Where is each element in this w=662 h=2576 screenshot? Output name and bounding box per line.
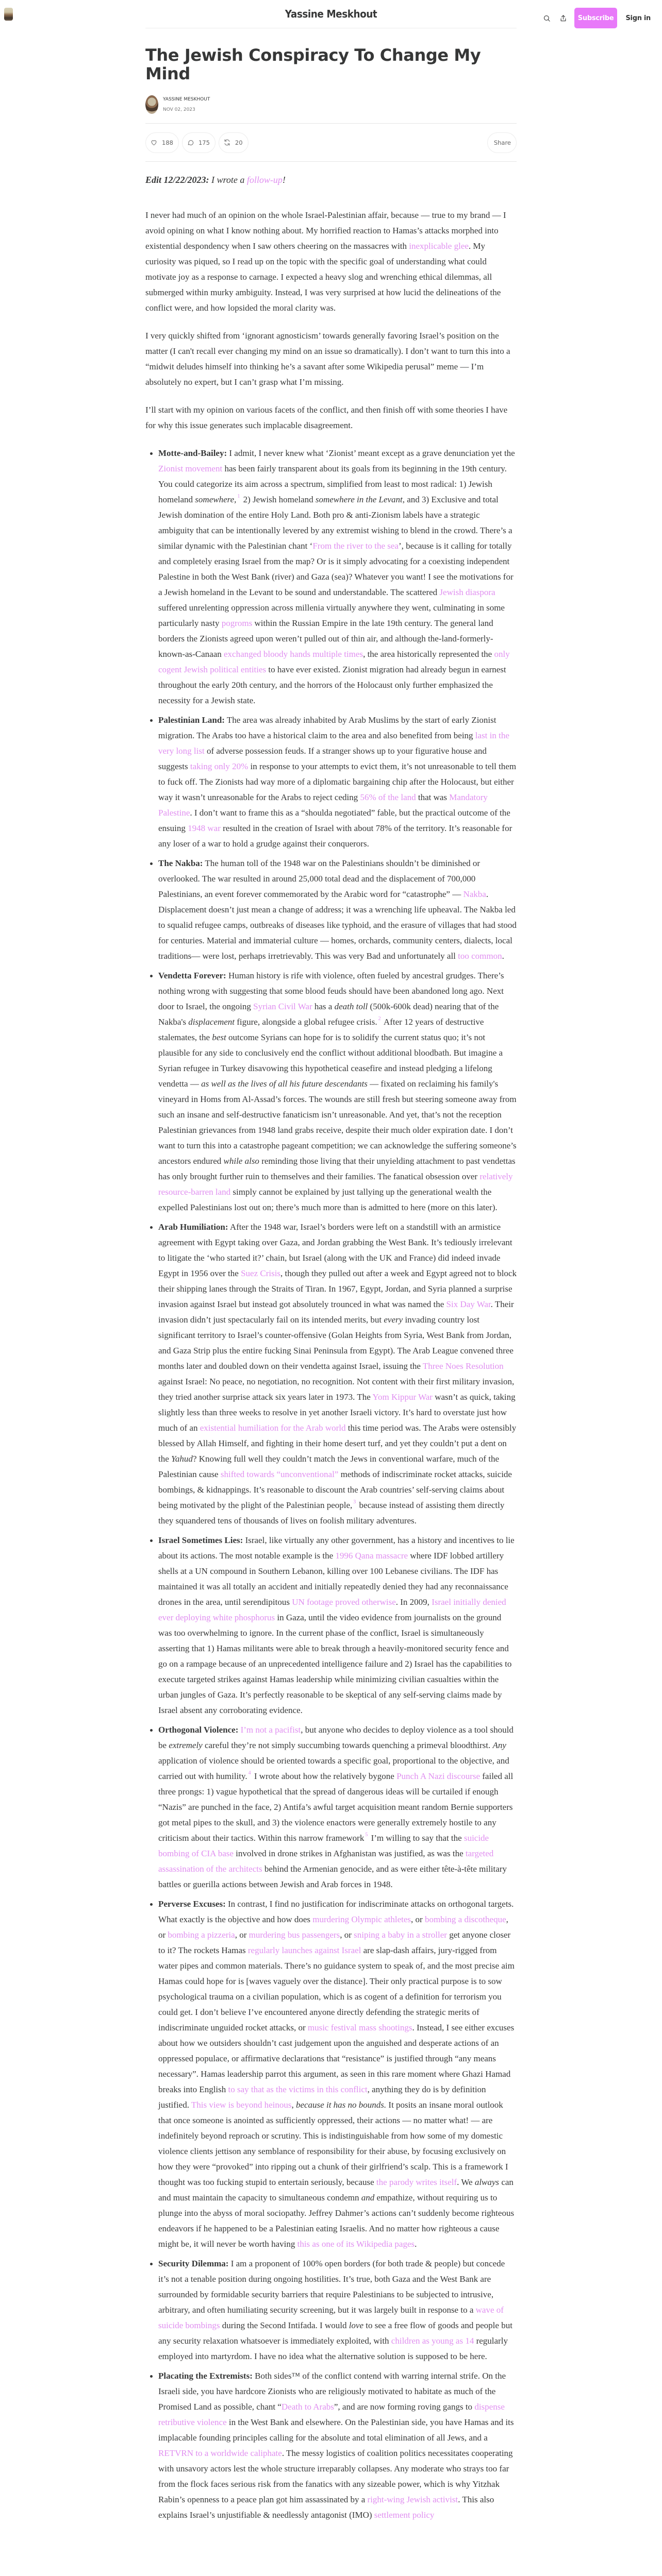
text-run: to have ever existed. Zionist migration had already begun in earnest throughout the early 20th century, and the horrors of the Holocaust only further emphasized the necessity for a Jewish state.: [158, 665, 506, 705]
text-run: , or: [340, 1930, 354, 1940]
inline-link[interactable]: right-wing Jewish activist: [367, 2495, 458, 2504]
inline-link[interactable]: relatively resource-barren land: [158, 1172, 513, 1197]
comment-icon: [187, 139, 194, 146]
italic-text: as well as the lives of all his future descendants: [201, 1079, 368, 1089]
inline-link[interactable]: Israel initially denied ever deploying white phosphorus: [158, 1597, 506, 1622]
inline-link[interactable]: music festival mass shootings: [307, 2023, 412, 2032]
share-icon[interactable]: [558, 12, 569, 24]
inline-link[interactable]: Three Noes Resolution: [422, 1361, 504, 1371]
bold-text: Arab Humiliation:: [158, 1222, 228, 1232]
inline-link[interactable]: too common: [458, 951, 502, 961]
bold-text: Motte-and-Bailey:: [158, 448, 227, 458]
text-run: careful they’re not simply succumbing towards quenching a primeval bloodthirst.: [202, 1740, 493, 1750]
bold-text: Perverse Excuses:: [158, 1899, 226, 1909]
text-run: that was: [416, 792, 450, 802]
list-item: [158, 1722, 517, 1892]
bold-text: Orthogonal Violence:: [158, 1725, 239, 1735]
bold-text: The Nakba:: [158, 858, 203, 868]
post-date: NOV 02, 2023: [163, 107, 195, 112]
share-button[interactable]: Share: [487, 132, 517, 153]
italic-text: Any: [492, 1740, 506, 1750]
text-run: ? Knowing full well they couldn’t match the Jews in conventional warfare, much of the Palestinian cause: [158, 1454, 499, 1479]
inline-link[interactable]: Six Day War: [446, 1299, 491, 1309]
inline-link[interactable]: Zionist movement: [158, 464, 223, 473]
inline-link[interactable]: bombing a discotheque: [424, 1914, 506, 1924]
text-run: within the Russian Empire in the late 19th century. The general land borders the Zionists agreed upon weren’t pulled out of thin air, and although the-land-formerly-known-as-Canaan: [158, 618, 493, 659]
text-run: , the area historically represented the: [363, 649, 494, 659]
inline-link[interactable]: to say that as the victims in this conflict: [228, 2084, 368, 2094]
text-run: regularly employed into martyrdom. I have no idea what the alternative solution is supposed to be here.: [158, 2336, 508, 2361]
text-run: involved in drone strikes in Afghanistan was justified, as was the: [233, 1849, 466, 1858]
paragraph: [145, 208, 517, 316]
text-run: The human toll of the 1948 war on the Palestinians shouldn’t be diminished or overlooked. The war resulted in around 25,000 total dead and the displacement of 700,000 Palestinians, an event forever commemorated by the Arabic word for “catastrophe” —: [158, 858, 481, 899]
italic-text: always: [474, 2177, 500, 2187]
inline-link[interactable]: dispense retributive violence: [158, 2402, 505, 2427]
italic-text: somewhere,: [195, 495, 237, 504]
inline-link[interactable]: Punch A Nazi discourse: [396, 1771, 481, 1781]
comment-count: 175: [198, 139, 210, 146]
inline-link[interactable]: only cogent Jewish political entities: [158, 649, 510, 674]
text-run: , or: [158, 1914, 508, 1940]
italic-text: extremely: [169, 1740, 203, 1750]
inline-link[interactable]: Mandatory Palestine: [158, 792, 488, 818]
inline-link[interactable]: settlement policy: [374, 2510, 435, 2520]
italic-text: every: [384, 1315, 403, 1325]
inline-link[interactable]: existential humiliation for the Arab world: [200, 1423, 346, 1433]
inline-link[interactable]: this as one of its Wikipedia pages: [297, 2239, 415, 2249]
text-run: empathize, without requiring us to plunge into the abyss of moral sociopathy. Jeffrey Dahmer’s actions can’t suddenly become righteous endeavors if he happened to be a Palestinian eating Israelis. And no matter how righteous a cause might be, it will never be worth having: [158, 2193, 515, 2249]
text-run: (500k-600k dead) nearing that of the Nakba's: [158, 1002, 499, 1027]
footnote-ref[interactable]: 3: [353, 1499, 356, 1505]
nav-actions: [541, 8, 653, 28]
top-nav: [0, 0, 662, 28]
engagement-bar: [145, 124, 517, 161]
text-run: resulted in the creation of Israel with about 78% of the territory. It’s reasonable for any loser of a war to hold a grudge against their conquerors.: [158, 823, 512, 849]
divider: [145, 161, 517, 162]
text-run: of adverse possession feuds. If a stranger shows up to your figurative house and suggests: [158, 746, 487, 771]
text-run: failed all three prongs: 1) vague hypothetical that the spread of dangerous ideas will be curtailed if enough “Nazis” are punched in the face, 2) Antifa’s awful target acquisition meant random Bernie supporters got metal pipes to the skull, and 3) the violence enactors were generally extremely hostile to any criticism about their tactics. Within this narrow framework: [158, 1771, 514, 1843]
post-body: [145, 172, 517, 2523]
inline-link[interactable]: the parody writes itself: [376, 2177, 457, 2187]
text-run: !: [282, 175, 286, 185]
text-run: ’, because is it calling for totally and completely erasing Israel from the map? Or is it simply advocating for a coexisting independent Palestine in both the West Bank (river) and Gaza (sea)? Whatever you want! I see the motivations for a Jewish homeland in the Levant to be sound and understandable. The scattered: [158, 541, 514, 597]
comments-button[interactable]: [182, 132, 216, 153]
text-run: during the Second Intifada. I would: [220, 2320, 349, 2330]
text-run: . Instead, I see either excuses about how we outsiders shouldn’t cast judgement upon the anguished and desperate actions of an oppressed populace, or affirmative declarations that “resistance” is justified through “any means necessary”. Hamas leadership parrot this argument, as seen in this rare moment where Ghazi Hamad breaks into English: [158, 2023, 515, 2094]
text-run: I admit, I never knew what ‘Zionist’ meant except as a grave denunciation yet the: [227, 448, 515, 458]
italic-text: death toll: [334, 1002, 368, 1011]
footnote-ref[interactable]: 5: [365, 1832, 368, 1838]
text-run: 2) Jewish homeland: [241, 495, 316, 504]
post-title: The Jewish Conspiracy To Change My Mind: [145, 45, 481, 83]
paragraph: [145, 328, 517, 390]
inline-link[interactable]: shifted towards “unconventional”: [220, 1469, 339, 1479]
text-run: get anyone closer to it? The rockets Hamas: [158, 1930, 511, 1955]
list-item: [158, 2368, 517, 2523]
text-run: outcome Syrians can hope for is to solidify the current status quo; it’s not plausible for any side to conclusively end the conflict without additional bloodbath. But imagine a Syrian refugee in Turkey disavowing this hypothetical ceasefire and instead pledging a lifelong vendetta —: [158, 1032, 503, 1089]
text-run: . We: [457, 2177, 475, 2187]
text-run: application of violence should be oriented towards a specific goal, proportional to the objective, and carried out with humility.: [158, 1756, 509, 1781]
inline-link[interactable]: This view is beyond heinous: [191, 2100, 292, 2110]
text-run: to see a free flow of goods and people but any security relaxation whatsoever is immediately exploited, with: [158, 2320, 512, 2346]
inline-link[interactable]: last in the very long list: [158, 731, 509, 756]
restack-button[interactable]: [219, 132, 249, 153]
text-run: in Gaza, until the video evidence from journalists on the ground was too overwhelming to ignore. In the current phase of the conflict, Israel is simultaneously asserting that 1) Hamas militants were able to break through a heavily-monitored security fence and go on a rampage because of an unprecedented intelligence failure and 2) Israel has the capabilities to execute targeted strikes against Hamas leadership while minimizing civilian casualties within the urban jungles of Gaza. It’s perfectly reasonable to be skeptical of any self-serving claims made by Israel absent any corroborating evidence.: [158, 1613, 512, 1715]
text-run: .: [502, 951, 504, 961]
inline-link[interactable]: taking only 20%: [190, 761, 249, 771]
text-run: Human history is rife with violence, often fueled by ancestral grudges. There’s nothing wrong with suggesting that some blood feuds should have been abandoned long ago. Next door to Israel, the ongoing: [158, 971, 504, 1011]
italic-text: while also: [223, 1156, 259, 1166]
inline-link[interactable]: Jewish diaspora: [439, 587, 495, 597]
heart-icon: [150, 139, 158, 146]
bold-text: Palestinian Land:: [158, 715, 225, 725]
inline-link[interactable]: I’m not a pacifist: [240, 1725, 301, 1735]
text-run: . This also explains Israel’s unjustifiable & needlessly antagonist (IMO): [158, 2495, 494, 2520]
restack-count: 20: [235, 139, 243, 146]
inline-link[interactable]: sniping a baby in a stroller: [354, 1930, 447, 1940]
inline-link[interactable]: exchanged bloody hands multiple times: [224, 649, 363, 659]
text-run: has been fairly transparent about its goals from its beginning in the 19th century. You could categorize its aim across a spectrum, simplified from least to most radical: 1) Jewish homeland: [158, 464, 507, 504]
italic-text: love: [349, 2320, 364, 2330]
text-run: simply cannot be explained by just tallying up the generational wealth the expelled Palestinians lost out on; there’s much more than is admitted to here (more on this later).: [158, 1187, 498, 1212]
bold-text: Israel Sometimes Lies:: [158, 1535, 243, 1545]
text-run: . I don’t want to frame this as a “shoulda negotiated” fable, but the practical outcome of the ensuing: [158, 808, 510, 833]
inline-link[interactable]: pogroms: [221, 618, 253, 628]
publication-logo[interactable]: [4, 8, 13, 21]
text-run: I’ll start with my opinion on various facets of the conflict, and then finish off with some theories I have for why this issue generates such implacable disagreement.: [145, 405, 508, 430]
text-run: invading country lost significant territory to Israel’s counter-offensive (Golan Heights from Syria, West Bank from Jordan, and Gaza Strip plus the entire fucking Sinai Peninsula from Egypt). The Arab League convened three months later and doubled down on their vendetta against Israel, issuing the: [158, 1315, 514, 1371]
text-run: , though they pulled out after a week and Egypt agreed not to block their shipping lanes through the Straits of Tiran. In 1967, Egypt, Jordan, and Syria planned a surprise invasion against Israel but instead got absolutely trounced in what was named the: [158, 1268, 517, 1309]
article: [145, 28, 517, 2523]
text-run: because instead of assisting them directly they squandered tens of thousands of lives on foolish military adventures.: [158, 1500, 505, 1526]
text-run: reminding those living that their unyielding attachment to past vendettas has only brought further ruin to themselves and their families. The fanatical obsession over: [158, 1156, 516, 1181]
text-run: ,: [291, 2100, 296, 2110]
text-run: methods of indiscriminate rocket attacks, suicide bombings, & kidnappings. It’s reasonable to discount the Arab countries’ self-serving claims about being motivated by the plight of the Palestinian people,: [158, 1469, 512, 1510]
italic-text: Yahud: [171, 1454, 193, 1464]
byline: [145, 95, 517, 114]
paragraph: [145, 402, 517, 433]
inline-link[interactable]: follow-up: [246, 175, 283, 185]
author-name[interactable]: YASSINE MESKHOUT: [163, 97, 210, 102]
text-run: in the West Bank and elsewhere. On the Palestinian side, you have Hamas and its implacable founding principles calling for the absolute and total elimination of all Jews, and a: [158, 2417, 514, 2443]
restack-icon: [223, 139, 231, 146]
publication-title[interactable]: Yassine Meskhout: [285, 8, 377, 20]
text-run: suffered unrelenting oppression across millenia virtually anywhere they went, culminating in some particularly nasty: [158, 603, 505, 628]
list-item: [158, 1219, 517, 1529]
like-count: 188: [162, 139, 173, 146]
inline-link[interactable]: Nakba: [463, 889, 486, 899]
text-run: in response to your attempts to evict them, it’s not unreasonable to tell them to fuck off. The Zionists had way more of a diplomatic bargaining chip after the Holocaust, but either way it wasn’t unreasonable for the Arabs to reject ceding: [158, 761, 517, 802]
facets-list: [145, 446, 517, 2523]
sign-in-link[interactable]: Sign in: [625, 14, 651, 22]
inline-link[interactable]: bombing a pizzeria: [168, 1930, 235, 1940]
list-item: [158, 1533, 517, 1718]
inline-link[interactable]: targeted assassination of the architects: [158, 1849, 494, 1874]
inline-link[interactable]: inexplicable glee: [409, 241, 469, 251]
list-item: [158, 2256, 517, 2364]
text-run: I’m willing to say that the: [369, 1833, 464, 1843]
text-run: .: [415, 2239, 417, 2249]
text-run: ”, and are now forming roving gangs to: [334, 2402, 475, 2412]
inline-link[interactable]: Yom Kippur War: [372, 1392, 433, 1402]
text-run: . In 2009,: [395, 1597, 432, 1607]
inline-link[interactable]: Death to Arabs: [281, 2402, 334, 2412]
inline-link[interactable]: wave of suicide bombings: [158, 2305, 504, 2330]
text-run: It posits an insane moral outlook that once someone is anointed as sufficiently oppressed, their actions — no matter what! — are indefinitely beyond reproach or scrutiny. This is indistinguishable from how some of my domestic violence clients jettison any semblance of responsibility for their abuse, by focusing exclusively on how they were “provoked” into ripping out a chunk of their girlfriend’s scalp. This is a framework I thought was too fucking stupid to entertain seriously, because: [158, 2100, 508, 2187]
list-item: [158, 968, 517, 1215]
text-run: wasn’t as quick, taking slightly less than three weeks to resolve in yet another Israeli victory. It’s hard to overstate just how much of an: [158, 1392, 516, 1433]
text-run: , and 3) Exclusive and total Jewish domination of the entire Holy Land. Both pro & anti-Zionism labels have a strategic ambiguity that can be intentionally levered by any extremist wishing to blend in the crowd. There’s a similar dynamic with the Palestinian chant ‘: [158, 495, 512, 551]
inline-link[interactable]: 1948 war: [188, 823, 221, 833]
inline-link[interactable]: From the river to the sea: [312, 541, 399, 551]
text-run: . My curiosity was piqued, so I read up on the topic with the specific goal of understanding what could motivate joy as a response to carnage. I expected a heavy slog and wrenching ethical dilemmas, all submerged within murky ambiguity. Instead, I was very surprised at how lucid the delineations of the conflict were, and how lopsided the moral clarity was.: [145, 241, 501, 313]
text-run: I wrote a: [209, 175, 247, 185]
italic-text: somewhere in the Levant: [315, 495, 403, 504]
search-icon[interactable]: [541, 12, 553, 24]
intro: [145, 208, 517, 433]
list-item: [158, 856, 517, 964]
italic-text: displacement: [188, 1017, 235, 1027]
text-run: After 12 years of destructive stalemates, the: [158, 1017, 484, 1042]
list-item: [158, 713, 517, 852]
inline-link[interactable]: murdering bus passengers: [249, 1930, 340, 1940]
text-run: — fixated on reclaiming his family's vineyard in Homs from Al-Assad’s forces. The wounds are still fresh but steering someone away from such an insane and self-destructive fanaticism isn’t unreasonable. And yet, that’s not the reception Palestinian grievances from 1948 land grabs receive, despite their much older expiration date. I don’t want to turn this into a catastrophe pageant competition; we can acknowledge the suffering someone’s ancestors endured: [158, 1079, 517, 1166]
text-run: , but anyone who decides to deploy violence as a tool should be: [158, 1725, 514, 1750]
inline-link[interactable]: 1996 Qana massacre: [335, 1551, 408, 1561]
text-run: In contrast, I find no justification for indiscriminate attacks on orthogonal targets. What exactly is the objective and how does: [158, 1899, 514, 1924]
author-avatar[interactable]: [145, 95, 158, 114]
text-run: Israel, like virtually any other government, has a history and incentives to lie about its actions. The most notable example is the: [158, 1535, 515, 1561]
bold-text: Security Dilemma:: [158, 2259, 229, 2268]
text-run: , anything they do is by definition justified.: [158, 2084, 486, 2110]
text-run: . The messy logistics of coalition politics necessitates cooperating with unsavory actors lest the whole structure irreparably collapses. Any moderate who strays too far from the flock faces serious risk from the fanatics with any sizeable power, which is why Yitzhak Rabin’s openness to a peace plan got him assassinated by a: [158, 2448, 513, 2504]
text-run: behind the Armenian genocide, and as were either tête-à-tête military battles or guerilla actions between Jewish and Arab forces in 1948.: [158, 1864, 507, 1889]
text-run: figure, alongside a global refugee crisis.: [235, 1017, 377, 1027]
text-run: , or: [411, 1914, 425, 1924]
text-run: The area was already inhabited by Arab Muslims by the start of early Zionist migration. The Arabs too have a historical claim to the area and also benefited from being: [158, 715, 496, 740]
edit-note: [145, 172, 517, 188]
text-run: can and must maintain the capacity to simultaneous condemn: [158, 2177, 514, 2202]
inline-link[interactable]: Syrian Civil War: [253, 1002, 312, 1011]
list-item: [158, 446, 517, 708]
text-run: I am a proponent of 100% open borders (for both trade & people) but concede it’s not a tenable position during ongoing hostilities. It’s true, both Gaza and the West Bank are surrounded by formidable security barriers that require Palestinians to be subjected to intrusive, arbitrary, and often humiliating security screening, but it was largely built in response to a: [158, 2259, 505, 2315]
bold-text: Placating the Extremists:: [158, 2371, 253, 2381]
text-run: against Israel: No peace, no negotiation, no recognition. Not content with their first military invasion, they tried another surprise attack six years later in 1973. The: [158, 1377, 515, 1402]
subscribe-button[interactable]: Subscribe: [574, 8, 618, 28]
text-run: I very quickly shifted from ‘ignorant agnosticism’ towards generally favoring Israel’s position on the matter (I can't recall ever changing my mind on an issue so dramatically). I don’t want to turn this into a “midwit deludes himself into thinking he’s a savant after some Wikipedia perusal” meme — I’m absolutely no expert, but I can’t grasp what I’m missing.: [145, 331, 510, 387]
text-run: Both sides™ of the conflict contend with warring internal strife. On the Israeli side, you have hardcore Zionists who are religiously motivated to habitate as much of the Promised Land as possible, chant “: [158, 2371, 506, 2412]
italic-text: best: [212, 1032, 226, 1042]
footnote-ref[interactable]: 4: [248, 1770, 251, 1776]
italic-text: because it has no bounds.: [295, 2100, 387, 2110]
bold-text: Edit 12/22/2023:: [145, 175, 209, 185]
italic-text: and: [361, 2193, 375, 2202]
inline-link[interactable]: suicide bombing of CIA base: [158, 1833, 489, 1858]
bold-text: Vendetta Forever:: [158, 971, 226, 980]
text-run: this time period was. The Arabs were ostensibly blessed by Allah Himself, and fighting in their home desert turf, and yet they couldn’t put a dent on the: [158, 1423, 517, 1464]
text-run: where IDF lobbed artillery shells at a UN compound in Southern Lebanon, killing over 100 Lebanese civilians. The IDF has maintained it was all totally an accident and initially repeatedly denied they had any reconnaissance drones in the area, until serendipitous: [158, 1551, 508, 1607]
inline-link[interactable]: Suez Crisis: [241, 1268, 281, 1278]
list-item: [158, 1896, 517, 2252]
text-run: After the 1948 war, Israel’s borders were left on a standstill with an armistice agreement with Egypt taking over Gaza, and Jordan grabbing the West Bank. It’s tediously irrelevant to litigate the ‘who started it?’ chain, but Israel (along with the UK and France) did indeed invade Egypt in 1956 over the: [158, 1222, 512, 1278]
inline-link[interactable]: RETVRN to a worldwide caliphate: [158, 2448, 282, 2458]
text-run: . Displacement doesn’t just mean a change of address; it was a wrenching life upheaval. The Nakba led to squalid refugee camps, outbreaks of diseases like typhoid, and the erasure of villages that had stood for centuries. Material and immaterial culture — homes, orchards, community centers, dialects, local traditions— were lost, perhaps irretrievably. This was very Bad and unfortunately all: [158, 889, 517, 961]
text-run: has a: [312, 1002, 335, 1011]
inline-link[interactable]: murdering Olympic athletes: [312, 1914, 411, 1924]
footnote-ref[interactable]: 1: [237, 494, 240, 500]
inline-link[interactable]: children as young as 14: [391, 2336, 474, 2346]
inline-link[interactable]: UN footage proved otherwise: [292, 1597, 396, 1607]
like-button[interactable]: [145, 132, 179, 153]
text-run: I never had much of an opinion on the whole Israel-Palestinian affair, because — true to my brand — I avoid opining on what I know nothing about. My horrified reaction to Hamas’s attacks morphed into existential despondency when I saw others cheering on the massacres with: [145, 210, 506, 251]
text-run: , or: [235, 1930, 249, 1940]
inline-link[interactable]: 56% of the land: [360, 792, 416, 802]
footnote-ref[interactable]: 2: [378, 1016, 381, 1022]
byline-meta: [163, 94, 210, 115]
text-run: . Their invasion didn’t just spectacularly fail on its intended merits, but: [158, 1299, 514, 1325]
text-run: are slap-dash affairs, jury-rigged from water pipes and common materials. There’s no guidance system to speak of, and the most precise aim Hamas could hope for is [waves vaguely over the distance]. Their only practical purpose is to sow psychological trauma on a civilian population, which is as cogent of a definition for terrorism you could get. I don’t believe I’ve encountered anyone directly defending the strategic merits of indiscriminate unguided rocket attacks, or: [158, 1945, 515, 2032]
text-run: I wrote about how the relatively bygone: [252, 1771, 397, 1781]
inline-link[interactable]: regularly launches against Israel: [247, 1945, 361, 1955]
